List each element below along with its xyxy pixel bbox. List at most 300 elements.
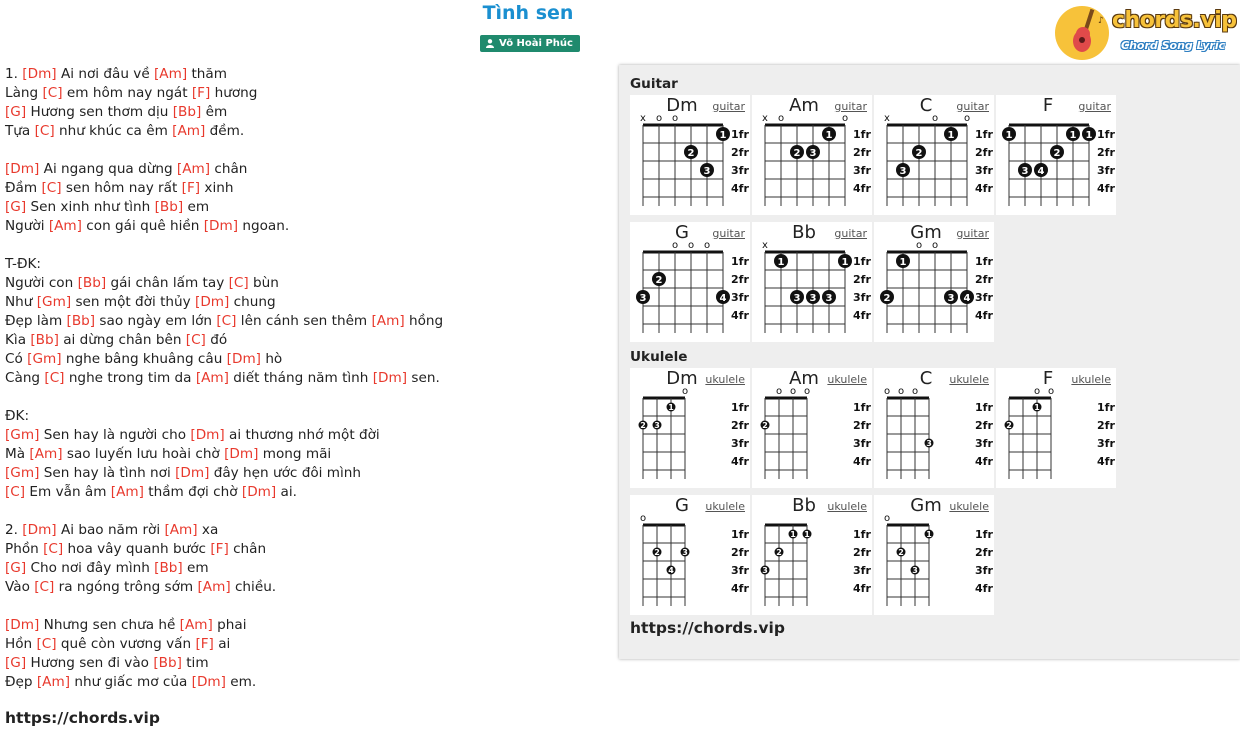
chord-link[interactable]: [Am] xyxy=(48,218,82,234)
chord-link[interactable]: [Am] xyxy=(371,313,405,329)
chord-link[interactable]: [Bb] xyxy=(154,199,184,215)
lyric-text: Hồn xyxy=(5,636,37,652)
panel-site-link[interactable]: https://chords.vip xyxy=(630,619,785,637)
lyric-text: phai xyxy=(212,617,247,633)
lyric-text: đềm. xyxy=(205,123,245,139)
ukulele-chord-card-bb[interactable] xyxy=(752,495,872,615)
lyric-line xyxy=(5,141,605,160)
lyric-line xyxy=(5,578,605,597)
chord-link[interactable]: [Dm] xyxy=(226,351,261,367)
chord-link[interactable]: [Gm] xyxy=(27,351,62,367)
lyric-text: sen. xyxy=(407,370,440,386)
fret-number-label: 1fr xyxy=(975,401,993,414)
chord-link[interactable]: [Bb] xyxy=(30,332,59,348)
song-title: Tình sen xyxy=(482,2,574,24)
fret-number-label: 2fr xyxy=(853,419,871,432)
chord-link[interactable]: [Am] xyxy=(179,617,213,633)
lyric-text: Mà xyxy=(5,446,30,462)
chord-diagram-name: G xyxy=(675,495,689,516)
chord-link[interactable]: [Bb] xyxy=(77,275,107,291)
chord-link[interactable]: [Dm] xyxy=(224,446,259,462)
lyric-text: diết tháng năm tình xyxy=(228,370,373,386)
chord-link[interactable]: [Dm] xyxy=(5,617,40,633)
lyric-text: 2. xyxy=(5,522,23,538)
lyric-text: ra ngóng trông sớm xyxy=(54,579,198,595)
lyric-text: Hương sen đi vào xyxy=(26,655,154,671)
lyrics-body xyxy=(5,65,605,692)
ukulele-chord-card-f[interactable] xyxy=(996,368,1116,488)
lyric-text: Ai ngang qua dừng xyxy=(39,161,177,177)
finger-number: 3 xyxy=(809,148,817,159)
chord-link[interactable]: [Dm] xyxy=(22,522,57,538)
finger-number: 2 xyxy=(687,148,695,159)
chord-fretboard xyxy=(752,222,872,342)
ukulele-section-label: Ukulele xyxy=(630,349,688,365)
chord-diagrams-panel xyxy=(619,65,1240,659)
lyric-line xyxy=(5,369,605,388)
instrument-link[interactable]: ukulele xyxy=(827,500,867,513)
lyric-text: chung xyxy=(229,294,276,310)
chord-link[interactable]: [F] xyxy=(181,180,201,196)
fret-number-label: 4fr xyxy=(853,309,871,322)
lyric-text: sen một đời thủy xyxy=(71,294,196,310)
chord-diagram-name: G xyxy=(675,222,689,243)
fret-number-label: 3fr xyxy=(975,564,993,577)
open-string-mark: o xyxy=(681,386,689,397)
lyric-text: quê còn vương vấn xyxy=(56,636,196,652)
lyric-line xyxy=(5,635,605,654)
finger-number: 1 xyxy=(804,530,810,539)
chord-link[interactable]: [Am] xyxy=(154,66,188,82)
lyric-line xyxy=(5,312,605,331)
chord-diagram-name: Dm xyxy=(666,95,698,116)
finger-number: 3 xyxy=(947,293,955,304)
open-string-mark: o xyxy=(703,240,711,251)
fret-number-label: 4fr xyxy=(975,309,993,322)
finger-number: 3 xyxy=(654,421,660,430)
open-string-mark: o xyxy=(639,513,647,524)
lyric-text: thầm đợi chờ xyxy=(143,484,242,500)
finger-number: 2 xyxy=(793,148,801,159)
finger-number: 2 xyxy=(640,421,646,430)
lyric-text: nghe bâng khuâng câu xyxy=(61,351,227,367)
chord-link[interactable]: [Am] xyxy=(36,674,71,690)
chord-fretboard xyxy=(874,368,994,488)
fret-number-label: 4fr xyxy=(975,582,993,595)
guitar-chord-card-dm[interactable] xyxy=(630,95,750,215)
chord-diagram-name: Bb xyxy=(792,222,816,243)
fret-number-label: 4fr xyxy=(731,582,749,595)
chord-link[interactable]: [Bb] xyxy=(154,560,183,576)
finger-number: 1 xyxy=(899,257,907,268)
muted-string-mark: x xyxy=(762,113,768,124)
lyric-line xyxy=(5,293,605,312)
fret-number-label: 2fr xyxy=(731,273,749,286)
lyric-text: ngoan. xyxy=(238,218,290,234)
lyric-text: mong mãi xyxy=(258,446,332,462)
chord-link[interactable]: [Gm] xyxy=(36,294,72,310)
lyric-text: Ai bao năm rời xyxy=(56,522,165,538)
chord-fretboard xyxy=(630,222,750,342)
lyric-text: chân xyxy=(228,541,267,557)
guitar-chord-card-g[interactable] xyxy=(630,222,750,342)
finger-number: 1 xyxy=(668,403,674,412)
chord-link[interactable]: [C] xyxy=(34,123,55,139)
open-string-mark: o xyxy=(1033,386,1041,397)
chord-link[interactable]: [G] xyxy=(5,655,27,671)
lyric-line xyxy=(5,407,605,426)
open-string-mark: o xyxy=(931,113,939,124)
finger-number: 1 xyxy=(1085,130,1093,141)
lyric-text: Làng xyxy=(5,85,43,101)
instrument-link[interactable]: guitar xyxy=(834,100,867,113)
fret-number-label: 4fr xyxy=(731,182,749,195)
fret-number-label: 2fr xyxy=(731,146,749,159)
muted-string-mark: x xyxy=(884,113,890,124)
lyric-text: gái chân lấm tay xyxy=(106,275,229,291)
lyric-text: ai dừng chân bên xyxy=(58,332,186,348)
open-string-mark: o xyxy=(883,513,891,524)
guitar-chord-card-am[interactable] xyxy=(752,95,872,215)
lyric-line xyxy=(5,84,605,103)
lyric-text: đó xyxy=(205,332,228,348)
fret-number-label: 2fr xyxy=(1097,419,1115,432)
fret-number-label: 1fr xyxy=(853,401,871,414)
finger-number: 3 xyxy=(926,439,932,448)
fret-number-label: 1fr xyxy=(853,255,871,268)
lyric-text: ai thương nhớ một đời xyxy=(224,427,380,443)
chord-diagram-name: Dm xyxy=(666,368,698,389)
finger-number: 4 xyxy=(719,293,727,304)
chord-link[interactable]: [Am] xyxy=(176,161,211,177)
chord-link[interactable]: [C] xyxy=(44,370,65,386)
lyric-text: 1. xyxy=(5,66,23,82)
lyric-text: ai xyxy=(213,636,231,652)
lyric-line xyxy=(5,521,605,540)
instrument-link[interactable]: ukulele xyxy=(827,373,867,386)
fret-number-label: 2fr xyxy=(975,273,993,286)
fret-number-label: 4fr xyxy=(731,455,749,468)
chord-link[interactable]: [C] xyxy=(228,275,249,291)
chord-diagram-name: Am xyxy=(789,95,819,116)
open-string-mark: o xyxy=(931,240,939,251)
author-name: Võ Hoài Phúc xyxy=(499,38,573,49)
finger-number: 2 xyxy=(915,148,923,159)
chord-diagram-name: C xyxy=(919,95,933,116)
finger-number: 3 xyxy=(703,166,711,177)
ukulele-chord-card-gm[interactable] xyxy=(874,495,994,615)
chord-link[interactable]: [Dm] xyxy=(203,218,239,234)
open-string-mark: o xyxy=(803,386,811,397)
instrument-link[interactable]: ukulele xyxy=(1071,373,1111,386)
lyric-text: bùn xyxy=(248,275,279,291)
open-string-mark: o xyxy=(671,113,679,124)
finger-number: 1 xyxy=(926,530,932,539)
lyric-text: Sen xinh như tình xyxy=(26,199,155,215)
lyric-text: hương xyxy=(210,85,258,101)
finger-number: 2 xyxy=(1053,148,1061,159)
chord-link[interactable]: [Dm] xyxy=(175,465,210,481)
ukulele-chord-card-dm[interactable] xyxy=(630,368,750,488)
site-logo[interactable] xyxy=(1054,3,1237,63)
lyric-text: nghe trong tim da xyxy=(64,370,196,386)
finger-number: 3 xyxy=(762,566,768,575)
chord-link[interactable]: [Dm] xyxy=(195,294,230,310)
open-string-mark: o xyxy=(671,240,679,251)
fret-number-label: 1fr xyxy=(853,528,871,541)
open-string-mark: o xyxy=(777,113,785,124)
guitar-chord-card-f[interactable] xyxy=(996,95,1116,215)
chord-link[interactable]: [Bb] xyxy=(66,313,96,329)
chord-link[interactable]: [Dm] xyxy=(190,427,225,443)
finger-number: 4 xyxy=(1037,166,1045,177)
lyric-line xyxy=(5,616,605,635)
fret-number-label: 3fr xyxy=(853,164,871,177)
chord-link[interactable]: [C] xyxy=(36,636,57,652)
chord-link[interactable]: [F] xyxy=(195,636,214,652)
lyric-text: Sen hay là tình nơi xyxy=(39,465,176,481)
fret-number-label: 3fr xyxy=(1097,164,1115,177)
fret-number-label: 1fr xyxy=(975,128,993,141)
fret-number-label: 2fr xyxy=(731,546,749,559)
open-string-mark: o xyxy=(841,113,849,124)
author-badge[interactable] xyxy=(480,35,580,52)
lyric-text: Như xyxy=(5,294,37,310)
chord-fretboard xyxy=(752,368,872,488)
finger-number: 2 xyxy=(883,293,891,304)
lyric-line xyxy=(5,673,605,692)
chord-link[interactable]: [Dm] xyxy=(191,674,226,690)
chord-link[interactable]: [C] xyxy=(42,85,63,101)
chord-link[interactable]: [Dm] xyxy=(241,484,277,500)
guitar-chord-card-c[interactable] xyxy=(874,95,994,215)
instrument-link[interactable]: ukulele xyxy=(705,500,745,513)
finger-number: 3 xyxy=(899,166,907,177)
lyric-text: Càng xyxy=(5,370,45,386)
lyric-line xyxy=(5,160,605,179)
fret-number-label: 3fr xyxy=(853,564,871,577)
finger-number: 1 xyxy=(841,257,849,268)
chord-link[interactable]: [Gm] xyxy=(5,427,40,443)
lyric-text: Vào xyxy=(5,579,35,595)
finger-number: 3 xyxy=(1021,166,1029,177)
finger-number: 4 xyxy=(963,293,971,304)
lyric-text: T-ĐK: xyxy=(5,256,41,272)
fret-number-label: 1fr xyxy=(731,401,749,414)
chord-fretboard xyxy=(996,368,1116,488)
lyric-text: sao ngày em lớn xyxy=(95,313,217,329)
fret-number-label: 4fr xyxy=(1097,182,1115,195)
guitar-logo-icon xyxy=(1054,3,1114,63)
lyric-text: Hương sen thơm dịu xyxy=(26,104,173,120)
lyric-text: Em vẫn âm xyxy=(25,484,111,500)
finger-number: 1 xyxy=(947,130,955,141)
lyric-line xyxy=(5,122,605,141)
lyric-line xyxy=(5,236,605,255)
open-string-mark: o xyxy=(897,386,905,397)
finger-number: 1 xyxy=(790,530,796,539)
lyric-line xyxy=(5,274,605,293)
fret-number-label: 1fr xyxy=(1097,401,1115,414)
lyric-line xyxy=(5,464,605,483)
finger-number: 1 xyxy=(1005,130,1013,141)
open-string-mark: o xyxy=(963,113,971,124)
finger-number: 3 xyxy=(825,293,833,304)
ukulele-chord-card-c[interactable] xyxy=(874,368,994,488)
finger-number: 3 xyxy=(682,548,688,557)
chord-link[interactable]: [G] xyxy=(5,199,27,215)
chord-link[interactable]: [C] xyxy=(34,579,55,595)
lyric-text: êm xyxy=(201,104,228,120)
ukulele-chord-card-g[interactable] xyxy=(630,495,750,615)
chord-fretboard xyxy=(630,95,750,215)
lyric-text: Kìa xyxy=(5,332,31,348)
chord-fretboard xyxy=(874,95,994,215)
lyric-line xyxy=(5,217,605,236)
instrument-link[interactable]: guitar xyxy=(956,100,989,113)
chord-fretboard xyxy=(996,95,1116,215)
fret-number-label: 3fr xyxy=(853,437,871,450)
finger-number: 2 xyxy=(776,548,782,557)
lyric-text: như khúc ca êm xyxy=(54,123,173,139)
chord-link[interactable]: [F] xyxy=(191,85,211,101)
fret-number-label: 1fr xyxy=(731,528,749,541)
chord-link[interactable]: [Bb] xyxy=(172,104,202,120)
lyric-text: Sen hay là người cho xyxy=(39,427,191,443)
open-string-mark: o xyxy=(911,386,919,397)
finger-number: 2 xyxy=(654,548,660,557)
site-url-link[interactable]: https://chords.vip xyxy=(5,709,160,727)
chord-diagram-name: Am xyxy=(789,368,819,389)
lyric-text: Cho nơi đây mình xyxy=(26,560,155,576)
lyric-text: con gái quê hiền xyxy=(81,218,204,234)
open-string-mark: o xyxy=(775,386,783,397)
chord-link[interactable]: [C] xyxy=(5,484,26,500)
lyric-line xyxy=(5,597,605,616)
lyric-text: Đẹp xyxy=(5,674,37,690)
chord-link[interactable]: [G] xyxy=(5,560,27,576)
chord-fretboard xyxy=(630,368,750,488)
chord-diagram-name: F xyxy=(1042,95,1054,116)
muted-string-mark: x xyxy=(640,113,646,124)
lyric-text: lên cánh sen thêm xyxy=(236,313,372,329)
chord-link[interactable]: [C] xyxy=(216,313,237,329)
guitar-section-label: Guitar xyxy=(630,76,678,92)
chord-link[interactable]: [Dm] xyxy=(5,161,40,177)
lyric-line xyxy=(5,559,605,578)
lyric-text: em. xyxy=(225,674,257,690)
finger-number: 2 xyxy=(655,275,663,286)
lyric-text: Nhưng sen chưa hề xyxy=(39,617,180,633)
chord-fretboard xyxy=(752,495,872,615)
chord-diagram-name: F xyxy=(1042,368,1054,389)
fret-number-label: 3fr xyxy=(731,564,749,577)
fret-number-label: 3fr xyxy=(975,437,993,450)
chord-link[interactable]: [C] xyxy=(185,332,206,348)
chord-link[interactable]: [Am] xyxy=(197,579,231,595)
person-icon xyxy=(486,39,494,48)
instrument-link[interactable]: ukulele xyxy=(705,373,745,386)
finger-number: 1 xyxy=(719,130,727,141)
chord-link[interactable]: [F] xyxy=(210,541,229,557)
chord-link[interactable]: [Am] xyxy=(164,522,198,538)
finger-number: 2 xyxy=(762,421,768,430)
fret-number-label: 2fr xyxy=(853,146,871,159)
instrument-link[interactable]: guitar xyxy=(956,227,989,240)
fret-number-label: 3fr xyxy=(731,437,749,450)
chord-link[interactable]: [Dm] xyxy=(22,66,57,82)
lyric-text: như giấc mơ của xyxy=(70,674,192,690)
instrument-link[interactable]: guitar xyxy=(712,227,745,240)
chord-link[interactable]: [Dm] xyxy=(372,370,408,386)
guitar-chord-card-bb[interactable] xyxy=(752,222,872,342)
open-string-mark: o xyxy=(1047,386,1055,397)
finger-number: 1 xyxy=(777,257,785,268)
fret-number-label: 1fr xyxy=(975,255,993,268)
fret-number-label: 4fr xyxy=(731,309,749,322)
fret-number-label: 3fr xyxy=(975,164,993,177)
fret-number-label: 4fr xyxy=(975,455,993,468)
chord-link[interactable]: [Bb] xyxy=(153,655,182,671)
lyric-text: sen hôm nay rất xyxy=(61,180,182,196)
instrument-link[interactable]: ukulele xyxy=(949,500,989,513)
chord-link[interactable]: [G] xyxy=(5,104,27,120)
chord-link[interactable]: [Gm] xyxy=(5,465,40,481)
fret-number-label: 1fr xyxy=(853,128,871,141)
lyric-text: đây hẹn ước đôi mình xyxy=(209,465,361,481)
lyric-line xyxy=(5,426,605,445)
chord-link[interactable]: [C] xyxy=(43,541,64,557)
instrument-link[interactable]: guitar xyxy=(1078,100,1111,113)
lyric-text: xa xyxy=(197,522,219,538)
lyric-text: Đẹp làm xyxy=(5,313,67,329)
fret-number-label: 3fr xyxy=(853,291,871,304)
instrument-link[interactable]: ukulele xyxy=(949,373,989,386)
chord-link[interactable]: [Am] xyxy=(195,370,229,386)
fret-number-label: 4fr xyxy=(853,582,871,595)
lyric-line xyxy=(5,198,605,217)
lyric-line xyxy=(5,331,605,350)
fret-number-label: 2fr xyxy=(975,146,993,159)
finger-number: 3 xyxy=(809,293,817,304)
chord-diagram-name: Gm xyxy=(910,222,942,243)
open-string-mark: o xyxy=(915,240,923,251)
ukulele-chord-card-am[interactable] xyxy=(752,368,872,488)
lyric-text: Phồn xyxy=(5,541,44,557)
fret-number-label: 2fr xyxy=(975,419,993,432)
chord-diagram-name: Bb xyxy=(792,495,816,516)
chord-link[interactable]: [Am] xyxy=(110,484,144,500)
chord-link[interactable]: [C] xyxy=(41,180,62,196)
instrument-link[interactable]: guitar xyxy=(712,100,745,113)
chord-fretboard xyxy=(752,95,872,215)
chord-link[interactable]: [Am] xyxy=(29,446,63,462)
lyric-text: Người con xyxy=(5,275,78,291)
lyric-line xyxy=(5,179,605,198)
fret-number-label: 4fr xyxy=(853,455,871,468)
finger-number: 3 xyxy=(639,293,647,304)
instrument-link[interactable]: guitar xyxy=(834,227,867,240)
open-string-mark: o xyxy=(789,386,797,397)
fret-number-label: 2fr xyxy=(853,273,871,286)
lyric-text: sao luyến lưu hoài chờ xyxy=(62,446,225,462)
fret-number-label: 3fr xyxy=(731,164,749,177)
finger-number: 3 xyxy=(912,566,918,575)
chord-link[interactable]: [Am] xyxy=(172,123,206,139)
lyric-text: ĐK: xyxy=(5,408,30,424)
lyric-text: chiều. xyxy=(230,579,277,595)
guitar-chord-card-gm[interactable] xyxy=(874,222,994,342)
